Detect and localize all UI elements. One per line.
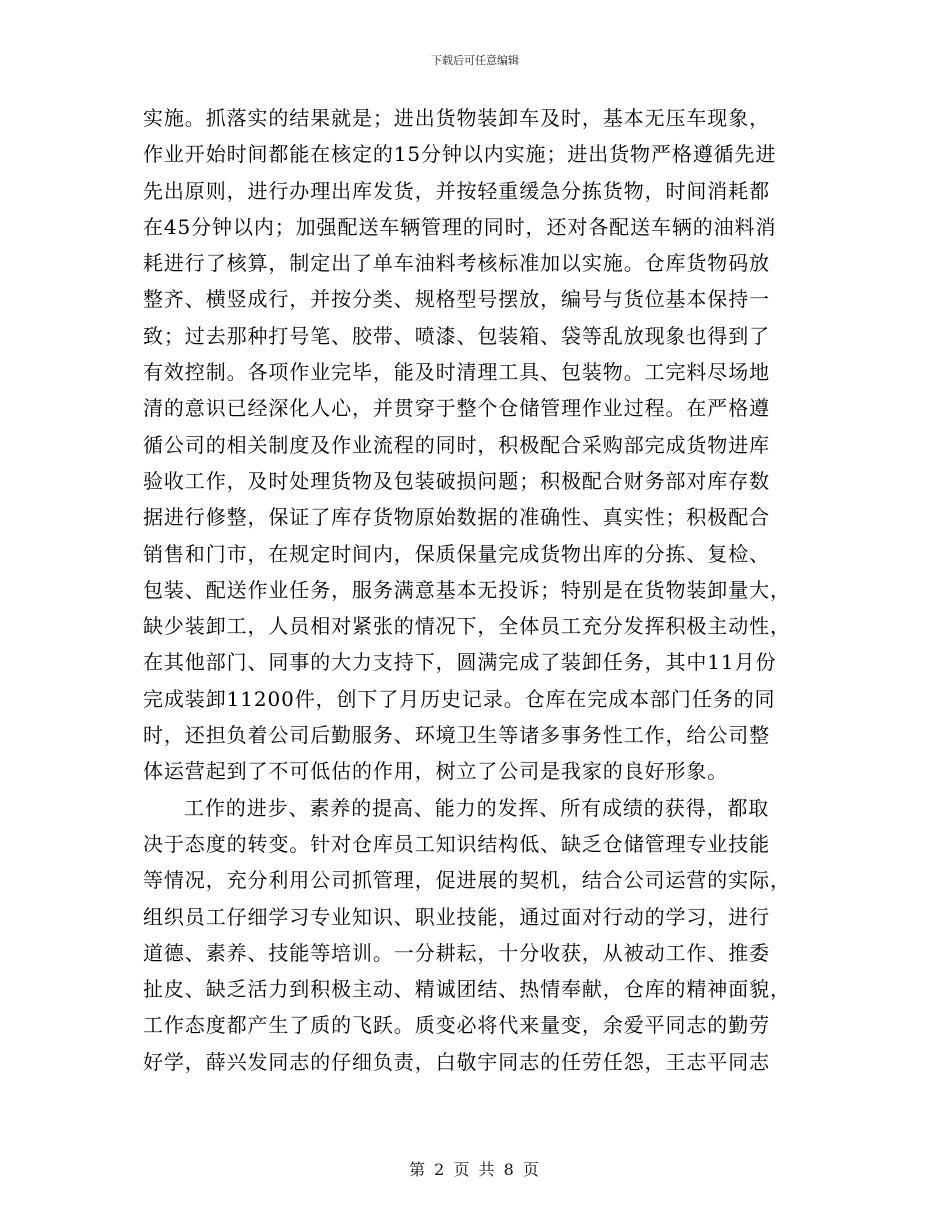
paragraph-start-line: 工作的进步、素养的提高、能力的发挥、所有成绩的获得，都取 [184, 795, 770, 820]
text-line: 时，还担负着公司后勤服务、环境卫生等诸多事务性工作，给公司整 [143, 723, 770, 748]
text-line: 好学，薛兴发同志的仔细负责，白敬宇同志的任劳任怨，王志平同志 [143, 1049, 770, 1074]
text-line: 先出原则，进行办理出库发货，并按轻重缓急分拣货物，时间消耗都 [143, 178, 770, 203]
text-line: 整齐、横竖成行，并按分类、规格型号摆放，编号与货位基本保持一 [143, 287, 770, 312]
text-line: 在45分钟以内；加强配送车辆管理的同时，还对各配送车辆的油料消 [143, 214, 777, 239]
text-line: 在其他部门、同事的大力支持下，圆满完成了装卸任务，其中11月份 [143, 650, 777, 675]
text-line: 决于态度的转变。针对仓库员工知识结构低、缺乏仓储管理专业技能 [143, 831, 770, 856]
text-line: 销售和门市，在规定时间内，保质保量完成货物出库的分拣、复检、 [143, 541, 770, 566]
text-line: 作业开始时间都能在核定的15分钟以内实施；进出货物严格遵循先进 [143, 142, 777, 167]
document-body [143, 100, 807, 1080]
text-line: 扯皮、缺乏活力到积极主动、精诚团结、热情奉献，仓库的精神面貌， [143, 977, 791, 1002]
text-line: 道德、素养、技能等培训。一分耕耘，十分收获，从被动工作、推委 [143, 940, 770, 965]
text-line: 包装、配送作业任务，服务满意基本无投诉；特别是在货物装卸量大， [143, 577, 791, 602]
page-number: 第 2 页 共 8 页 [409, 1160, 541, 1179]
text-line: 组织员工仔细学习专业知识、职业技能，通过面对行动的学习，进行 [143, 904, 770, 929]
text-line: 体运营起到了不可低估的作用，树立了公司是我家的良好形象。 [143, 759, 729, 784]
text-line: 清的意识已经深化人心，并贯穿于整个仓储管理作业过程。在严格遵 [143, 396, 770, 421]
text-line: 致；过去那种打号笔、胶带、喷漆、包装箱、袋等乱放现象也得到了 [143, 323, 770, 348]
text-line: 工作态度都产生了质的飞跃。质变必将代来量变，余爱平同志的勤劳 [143, 1013, 770, 1038]
text-line: 耗进行了核算，制定出了单车油料考核标准加以实施。仓库货物码放 [143, 251, 770, 276]
page-header: 下载后可任意编辑 [431, 54, 519, 67]
text-line: 据进行修整，保证了库存货物原始数据的准确性、真实性；积极配合 [143, 505, 770, 530]
text-line: 有效控制。各项作业完毕，能及时清理工具、包装物。工完料尽场地 [143, 360, 770, 385]
text-line: 实施。抓落实的结果就是；进出货物装卸车及时，基本无压车现象， [143, 106, 770, 130]
text-line: 缺少装卸工，人员相对紧张的情况下，全体员工充分发挥积极主动性， [143, 614, 791, 639]
text-line: 等情况，充分利用公司抓管理，促进展的契机，结合公司运营的实际， [143, 868, 791, 893]
text-line: 循公司的相关制度及作业流程的同时，积极配合采购部完成货物进库 [143, 432, 770, 457]
text-line: 验收工作，及时处理货物及包装破损问题；积极配合财务部对库存数 [143, 468, 770, 493]
text-line: 完成装卸11200件，创下了月历史记录。仓库在完成本部门任务的同 [143, 686, 776, 711]
